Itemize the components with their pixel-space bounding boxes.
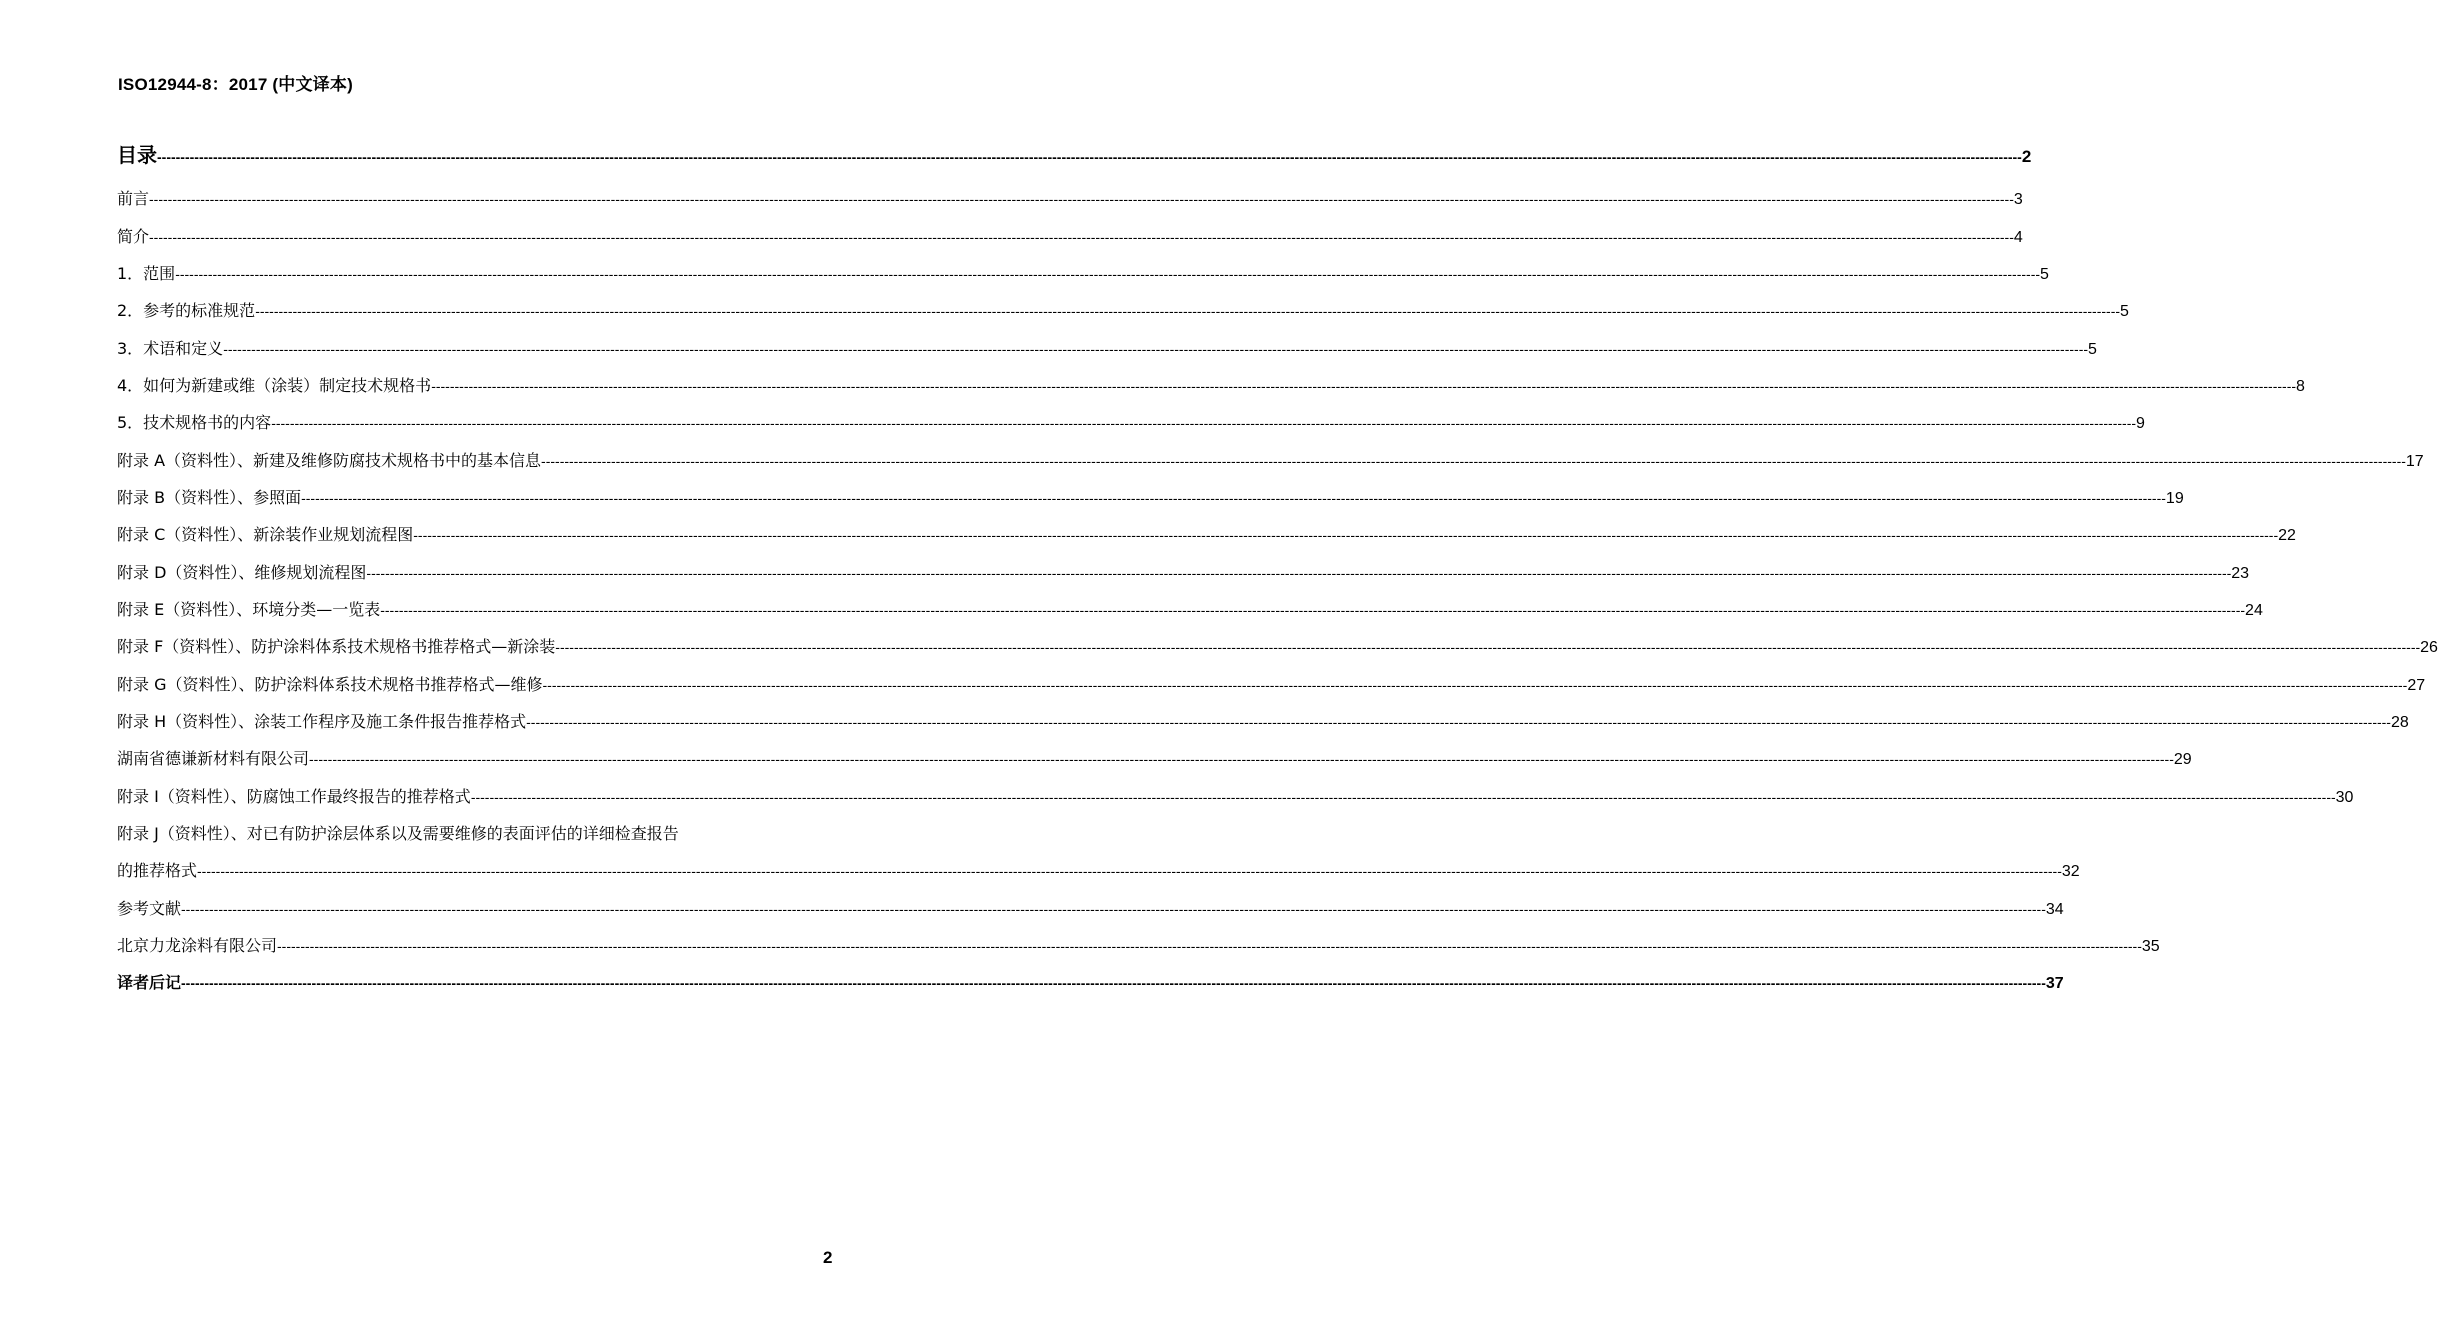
toc-leader-dots: ---------------------------------------------------------------------------------------------------------------------------------------------------------------------------------------------------------------------------------------------------------------------------------------------------------------------------------------------------------------------------------------------------------------- [526, 714, 2391, 730]
toc-entry-hunan-company[interactable] [117, 747, 2192, 772]
toc-entry-page: 23 [2231, 565, 2250, 582]
toc-entry-page: 4 [2013, 229, 2023, 246]
toc-entry-spec-content[interactable] [117, 411, 2145, 436]
toc-entry-label: 附录 H（资料性）、涂装工作程序及施工条件报告推荐格式 [117, 712, 527, 731]
toc-entry-label: 附录 J（资料性）、对已有防护涂层体系以及需要维修的表面评估的详细检查报告 [117, 824, 679, 843]
toc-leader-dots: ---------------------------------------------------------------------------------------------------------------------------------------------------------------------------------------------------------------------------------------------------------------------------------------------------------------------------------------------------------------------------------------------------------------- [181, 901, 2046, 917]
toc-entry-label: 附录 E（资料性）、环境分类—一览表 [117, 600, 381, 619]
toc-entry-label: 参考文献 [117, 899, 182, 918]
toc-leader-dots: ---------------------------------------------------------------------------------------------------------------------------------------------------------------------------------------------------------------------------------------------------------------------------------------------------------------------------------------------------------------------------------------------------------------- [555, 639, 2421, 655]
toc-entry-foreword[interactable] [117, 187, 2023, 212]
toc-leader-dots: ---------------------------------------------------------------------------------------------------------------------------------------------------------------------------------------------------------------------------------------------------------------------------------------------------------------------------------------------------------------------------------------------------------------- [541, 453, 2406, 469]
toc-entry-bibliography[interactable] [117, 897, 2064, 922]
toc-entry-annex-a[interactable] [117, 449, 2424, 474]
toc-entry-label: 附录 I（资料性）、防腐蚀工作最终报告的推荐格式 [117, 787, 471, 806]
toc-entry-annex-e[interactable] [117, 598, 2263, 623]
toc-entry-page: 9 [2136, 415, 2145, 432]
toc-entry-annex-c[interactable] [117, 523, 2296, 548]
toc-entry-page: 35 [2141, 938, 2160, 955]
toc-entry-label: 5．技术规格书的内容 [117, 413, 272, 432]
toc-entry-label: 的推荐格式 [117, 861, 198, 880]
toc-entry-introduction[interactable] [117, 225, 2023, 250]
toc-entry-label: 附录 C（资料性）、新涂装作业规划流程图 [117, 525, 414, 544]
toc-leader-dots: ---------------------------------------------------------------------------------------------------------------------------------------------------------------------------------------------------------------------------------------------------------------------------------------------------------------------------------------------------------------------------------------------------------------- [301, 490, 2166, 506]
toc-entry-label: 简介 [117, 227, 150, 246]
document-header: ISO12944-8：2017 (中文译本) [118, 75, 353, 94]
toc-entry-how-to-specify[interactable] [117, 374, 2305, 399]
toc-entry-beijing-company[interactable] [117, 934, 2160, 959]
toc-entry-annex-f[interactable] [117, 635, 2438, 660]
toc-entry-label: 附录 D（资料性）、维修规划流程图 [117, 563, 367, 582]
toc-entry-label: 3．术语和定义 [117, 339, 224, 358]
toc-leader-dots: ---------------------------------------------------------------------------------------------------------------------------------------------------------------------------------------------------------------------------------------------------------------------------------------------------------------------------------------------------------------------------------------------------------------- [157, 149, 2022, 165]
toc-entry-page: 22 [2278, 527, 2296, 544]
toc-entry-label: 附录 A（资料性）、新建及维修防腐技术规格书中的基本信息 [117, 451, 542, 470]
toc-entry-label: 前言 [117, 189, 150, 208]
toc-entry-label: 目录 [117, 143, 157, 167]
toc-entry-label: 译者后记 [117, 973, 182, 992]
toc-entry-normative-references[interactable] [117, 299, 2129, 324]
toc-entry-page: 27 [2407, 677, 2426, 694]
toc-leader-dots: ---------------------------------------------------------------------------------------------------------------------------------------------------------------------------------------------------------------------------------------------------------------------------------------------------------------------------------------------------------------------------------------------------------------- [197, 863, 2062, 879]
toc-entry-page: 26 [2420, 639, 2438, 656]
toc-entry-label: 2．参考的标准规范 [117, 301, 256, 320]
toc-entry-annex-d[interactable] [117, 561, 2250, 586]
toc-entry-page: 19 [2165, 490, 2184, 507]
toc-entry-page: 24 [2245, 602, 2263, 619]
toc-entry-label: 附录 F（资料性）、防护涂料体系技术规格书推荐格式—新涂装 [117, 637, 556, 656]
toc-entry-page: 5 [2088, 341, 2097, 358]
toc-leader-dots: ---------------------------------------------------------------------------------------------------------------------------------------------------------------------------------------------------------------------------------------------------------------------------------------------------------------------------------------------------------------------------------------------------------------- [181, 975, 2046, 991]
toc-entry-annex-h[interactable] [117, 710, 2409, 735]
toc-entry-label: 附录 G（资料性）、防护涂料体系技术规格书推荐格式—维修 [117, 675, 543, 694]
toc-entry-annex-i[interactable] [117, 785, 2354, 810]
toc-entry-page: 5 [2040, 266, 2049, 283]
toc-entry-label: 4．如何为新建或维（涂装）制定技术规格书 [117, 376, 432, 395]
page-number: 2 [823, 1248, 833, 1267]
toc-leader-dots: ---------------------------------------------------------------------------------------------------------------------------------------------------------------------------------------------------------------------------------------------------------------------------------------------------------------------------------------------------------------------------------------------------------------- [309, 751, 2174, 767]
toc-entry-page: 8 [2296, 378, 2305, 395]
toc-entry-page: 5 [2120, 303, 2129, 320]
toc-leader-dots: ---------------------------------------------------------------------------------------------------------------------------------------------------------------------------------------------------------------------------------------------------------------------------------------------------------------------------------------------------------------------------------------------------------------- [255, 303, 2121, 319]
toc-entry-page: 3 [2013, 191, 2023, 208]
toc-entry-scope[interactable] [117, 262, 2049, 287]
toc-leader-dots: ---------------------------------------------------------------------------------------------------------------------------------------------------------------------------------------------------------------------------------------------------------------------------------------------------------------------------------------------------------------------------------------------------------------- [175, 266, 2041, 282]
toc-entry-label: 附录 B（资料性）、参照面 [117, 488, 302, 507]
toc-leader-dots: ---------------------------------------------------------------------------------------------------------------------------------------------------------------------------------------------------------------------------------------------------------------------------------------------------------------------------------------------------------------------------------------------------------------- [223, 341, 2089, 357]
toc-entry-annex-b[interactable] [117, 486, 2184, 511]
toc-leader-dots: ---------------------------------------------------------------------------------------------------------------------------------------------------------------------------------------------------------------------------------------------------------------------------------------------------------------------------------------------------------------------------------------------------------------- [271, 415, 2137, 431]
toc-leader-dots: ---------------------------------------------------------------------------------------------------------------------------------------------------------------------------------------------------------------------------------------------------------------------------------------------------------------------------------------------------------------------------------------------------------------- [149, 229, 2014, 245]
toc-entry-page: 30 [2335, 789, 2354, 806]
toc-entry-page: 37 [2045, 975, 2064, 992]
toc-leader-dots: ---------------------------------------------------------------------------------------------------------------------------------------------------------------------------------------------------------------------------------------------------------------------------------------------------------------------------------------------------------------------------------------------------------------- [149, 191, 2014, 207]
toc-entry-annex-j-continued[interactable] [117, 859, 2080, 884]
toc-entry-label: 北京力龙涂料有限公司 [117, 936, 278, 955]
toc-entry-page: 17 [2405, 453, 2424, 470]
toc-entry-page: 2 [2021, 147, 2032, 166]
toc-entry-label: 湖南省德谦新材料有限公司 [117, 749, 310, 768]
toc-entry-page: 28 [2390, 714, 2409, 731]
toc-entry-page: 34 [2045, 901, 2064, 918]
toc-entry-translator-afterword[interactable] [117, 971, 2064, 996]
toc-entry-page: 29 [2173, 751, 2192, 768]
toc-entry-annex-g[interactable] [117, 673, 2426, 698]
toc-leader-dots: ---------------------------------------------------------------------------------------------------------------------------------------------------------------------------------------------------------------------------------------------------------------------------------------------------------------------------------------------------------------------------------------------------------------- [431, 378, 2297, 394]
toc-entry-page: 32 [2061, 863, 2080, 880]
toc-leader-dots: ---------------------------------------------------------------------------------------------------------------------------------------------------------------------------------------------------------------------------------------------------------------------------------------------------------------------------------------------------------------------------------------------------------------- [470, 789, 2336, 805]
toc-entry-contents[interactable] [117, 143, 2032, 169]
toc-leader-dots: ---------------------------------------------------------------------------------------------------------------------------------------------------------------------------------------------------------------------------------------------------------------------------------------------------------------------------------------------------------------------------------------------------------------- [380, 602, 2246, 618]
toc-leader-dots: ---------------------------------------------------------------------------------------------------------------------------------------------------------------------------------------------------------------------------------------------------------------------------------------------------------------------------------------------------------------------------------------------------------------- [542, 677, 2408, 693]
toc-leader-dots: ---------------------------------------------------------------------------------------------------------------------------------------------------------------------------------------------------------------------------------------------------------------------------------------------------------------------------------------------------------------------------------------------------------------- [413, 527, 2279, 543]
toc-leader-dots: ---------------------------------------------------------------------------------------------------------------------------------------------------------------------------------------------------------------------------------------------------------------------------------------------------------------------------------------------------------------------------------------------------------------- [277, 938, 2142, 954]
toc-entry-terms-definitions[interactable] [117, 337, 2097, 362]
toc-entry-label: 1．范围 [117, 264, 176, 283]
toc-entry-annex-j[interactable] [117, 822, 803, 846]
toc-leader-dots: ---------------------------------------------------------------------------------------------------------------------------------------------------------------------------------------------------------------------------------------------------------------------------------------------------------------------------------------------------------------------------------------------------------------- [366, 565, 2232, 581]
